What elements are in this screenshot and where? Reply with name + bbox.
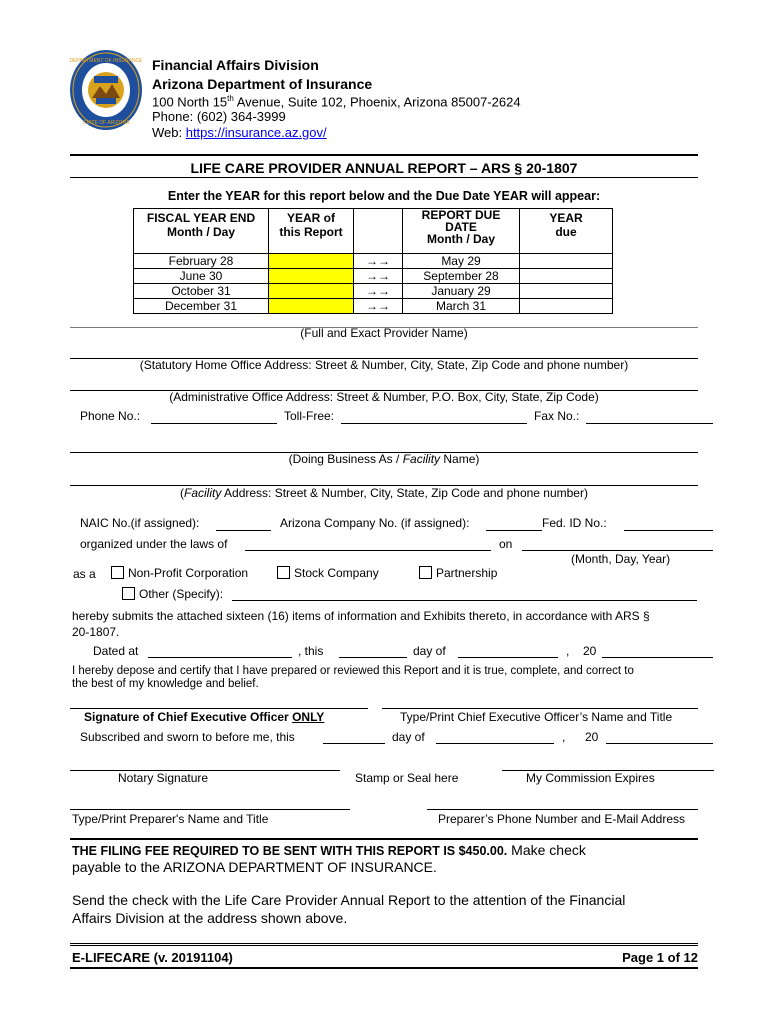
- dba-label: (Doing Business As / Facility Name): [288, 452, 480, 466]
- nonprofit-option: Non-Profit Corporation: [111, 566, 248, 580]
- due-date-cell: May 29: [403, 254, 520, 269]
- subscribed-day-field[interactable]: [323, 743, 385, 744]
- subscribed-comma: ,: [562, 730, 566, 744]
- table-row: [134, 299, 613, 314]
- due-date-cell: March 31: [403, 299, 520, 314]
- home-office-label: (Statutory Home Office Address: Street & Number, City, State, Zip Code and phone number): [139, 358, 629, 372]
- fee-notice: THE FILING FEE REQUIRED TO BE SENT WITH THIS REPORT IS $450.00. Make check: [72, 842, 586, 858]
- provider-name-label: (Full and Exact Provider Name): [300, 326, 468, 340]
- stock-checkbox[interactable]: [277, 566, 290, 579]
- page-number: Page 1 of 12: [622, 950, 698, 965]
- footer-rule: [70, 943, 698, 946]
- table-row: [134, 254, 613, 269]
- partnership-option: Partnership: [419, 566, 497, 580]
- stock-option: Stock Company: [277, 566, 379, 580]
- year-due-header: YEAR due: [520, 209, 613, 254]
- organized-field[interactable]: [245, 550, 491, 551]
- depose-line2: the best of my knowledge and belief.: [72, 678, 259, 690]
- arrow-icon: →→: [354, 269, 403, 284]
- send-line1: Send the check with the Life Care Provider Annual Report to the attention of the Financial: [72, 892, 626, 908]
- department-seal-icon: [68, 48, 144, 132]
- due-date-cell: January 29: [403, 284, 520, 299]
- arrow-icon: →→: [354, 284, 403, 299]
- other-option: Other (Specify):: [122, 587, 223, 601]
- division-name: Financial Affairs Division: [152, 57, 319, 73]
- year-due-cell: [520, 284, 613, 299]
- fiscal-cell: October 31: [134, 284, 269, 299]
- other-field[interactable]: [232, 600, 697, 601]
- year-due-cell: [520, 254, 613, 269]
- az-company-label: Arizona Company No. (if assigned):: [280, 516, 470, 530]
- year-due-cell: [520, 299, 613, 314]
- day-field[interactable]: [339, 657, 407, 658]
- phone-label: Phone No.:: [80, 409, 141, 423]
- hereby-line1: hereby submits the attached sixteen (16) items of information and Exhibits thereto, in accordance with ARS §: [72, 609, 650, 623]
- due-date-header: REPORT DUE DATE Month / Day: [403, 209, 520, 254]
- report-year-input[interactable]: [269, 269, 354, 284]
- naic-field[interactable]: [216, 530, 271, 531]
- fax-label: Fax No.:: [534, 409, 580, 423]
- admin-office-label: (Administrative Office Address: Street & Number, P.O. Box, City, State, Zip Code): [169, 390, 599, 404]
- fee-payable: payable to the ARIZONA DEPARTMENT OF INSURANCE.: [72, 859, 437, 875]
- preparer-phone-line[interactable]: [427, 809, 698, 810]
- form-id: E-LIFECARE (v. 20191104): [72, 950, 233, 965]
- az-company-field[interactable]: [486, 530, 542, 531]
- table-row: [134, 284, 613, 299]
- hereby-line2: 20-1807.: [72, 625, 120, 639]
- report-year-header: YEAR of this Report: [269, 209, 354, 254]
- ceo-name-line[interactable]: [382, 708, 698, 709]
- month-field[interactable]: [458, 657, 558, 658]
- comma: ,: [566, 644, 570, 658]
- dated-at-field[interactable]: [148, 657, 292, 658]
- commission-label: My Commission Expires: [526, 771, 655, 785]
- nonprofit-checkbox[interactable]: [111, 566, 124, 579]
- fax-field[interactable]: [586, 423, 713, 424]
- department-name: Arizona Department of Insurance: [152, 76, 373, 92]
- arrow-icon: →→: [354, 254, 403, 269]
- due-date-cell: September 28: [403, 269, 520, 284]
- subscribed-year-field[interactable]: [606, 743, 713, 744]
- subscribed-label: Subscribed and sworn to before me, this: [80, 730, 295, 744]
- subscribed-twenty: 20: [585, 730, 599, 744]
- subscribed-day-of: day of: [392, 730, 425, 744]
- date-field[interactable]: [522, 550, 713, 551]
- phone: Phone: (602) 364-3999: [152, 109, 286, 124]
- dated-at-label: Dated at: [93, 644, 139, 658]
- this-label: , this: [298, 644, 324, 658]
- month-day-year-label: (Month, Day, Year): [571, 552, 671, 566]
- footer-rule-bottom: [70, 967, 698, 969]
- form-title: LIFE CARE PROVIDER ANNUAL REPORT – ARS § 20-1807: [190, 160, 578, 176]
- notary-signature-label: Notary Signature: [118, 771, 209, 785]
- fiscal-year-table: [133, 208, 613, 314]
- facility-address-label: (Facility Address: Street & Number, City, State, Zip Code and phone number): [180, 486, 588, 500]
- fiscal-cell: June 30: [134, 269, 269, 284]
- partnership-checkbox[interactable]: [419, 566, 432, 579]
- subscribed-month-field[interactable]: [436, 743, 554, 744]
- fed-id-label: Fed. ID No.:: [542, 516, 607, 530]
- organized-label: organized under the laws of: [80, 537, 228, 551]
- fiscal-year-header: FISCAL YEAR END Month / Day: [134, 209, 269, 254]
- web: Web: https://insurance.az.gov/: [152, 125, 327, 140]
- other-checkbox[interactable]: [122, 587, 135, 600]
- ceo-name-label: Type/Print Chief Executive Officer’s Name and Title: [400, 710, 673, 724]
- svg-text:STATE OF ARIZONA: STATE OF ARIZONA: [82, 120, 130, 126]
- send-line2: Affairs Division at the address shown above.: [72, 910, 348, 926]
- year-field[interactable]: [602, 657, 713, 658]
- table-header-row: [134, 209, 613, 254]
- arrow-icon: →→: [354, 299, 403, 314]
- table-row: [134, 269, 613, 284]
- title-rule-top: [70, 154, 698, 156]
- twenty-label: 20: [583, 644, 597, 658]
- title-rule-bottom: [70, 177, 698, 178]
- fed-id-field[interactable]: [624, 530, 713, 531]
- day-of-label: day of: [413, 644, 446, 658]
- preparer-phone-label: Preparer’s Phone Number and E-Mail Address: [438, 812, 686, 826]
- report-year-input[interactable]: [269, 284, 354, 299]
- report-year-input[interactable]: [269, 299, 354, 314]
- phone-field[interactable]: [151, 423, 277, 424]
- address: 100 North 15th Avenue, Suite 102, Phoenix, Arizona 85007-2624: [152, 94, 521, 110]
- ceo-signature-label: Signature of Chief Executive Officer ONLY: [84, 710, 325, 724]
- arrow-header: [354, 209, 403, 254]
- year-due-cell: [520, 269, 613, 284]
- preparer-name-line[interactable]: [70, 809, 350, 810]
- naic-label: NAIC No.(if assigned):: [80, 516, 200, 530]
- report-year-input[interactable]: [269, 254, 354, 269]
- fiscal-cell: December 31: [134, 299, 269, 314]
- as-a-label: as a: [73, 567, 96, 581]
- svg-text:DEPARTMENT OF INSURANCE: DEPARTMENT OF INSURANCE: [69, 58, 143, 64]
- web-link[interactable]: https://insurance.az.gov/: [185, 125, 327, 140]
- year-instruction: Enter the YEAR for this report below and the Due Date YEAR will appear:: [167, 189, 601, 203]
- fee-rule: [70, 838, 698, 840]
- fiscal-cell: February 28: [134, 254, 269, 269]
- stamp-label: Stamp or Seal here: [355, 771, 459, 785]
- depose-line1: I hereby depose and certify that I have prepared or reviewed this Report and it is true, complete, and correct to: [72, 665, 634, 677]
- toll-free-label: Toll-Free:: [284, 409, 335, 423]
- toll-free-field[interactable]: [341, 423, 527, 424]
- on-label: on: [499, 537, 513, 551]
- ceo-signature-line[interactable]: [70, 708, 368, 709]
- preparer-name-label: Type/Print Preparer's Name and Title: [72, 812, 269, 826]
